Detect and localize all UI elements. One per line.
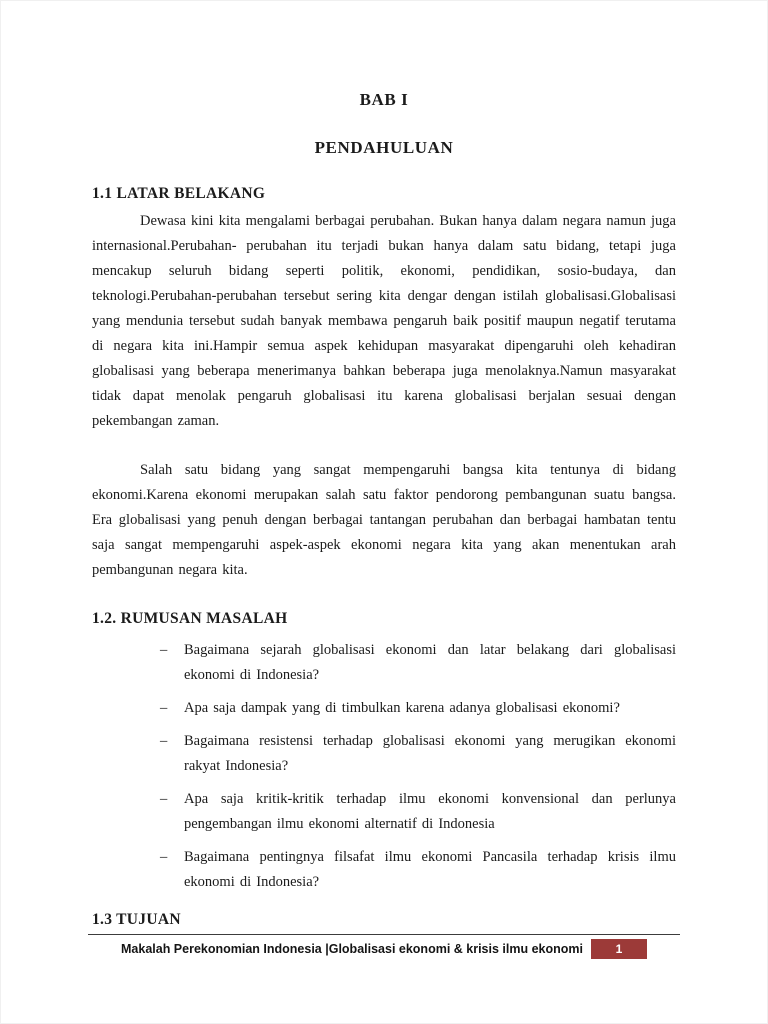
list-item [160, 696, 676, 721]
chapter-title: BAB I [359, 90, 409, 109]
list-item-text: Apa saja dampak yang di timbulkan karena adanya globalisasi ekonomi? [184, 700, 620, 716]
paragraph-latar-belakang-1: Dewasa kini kita mengalami berbagai perubahan. Bukan hanya dalam negara namun juga internasional.Perubahan- perubahan itu terjadi bukan hanya dalam satu bidang, tetapi juga mencakup seluruh bidang seperti politik, ekonomi, pendidikan, sosio-budaya, dan teknologi.Perubahan-perubahan tersebut sering kita dengar dengan istilah globalisasi.Globalisasi yang mendunia tersebut sudah banyak membawa pengaruh baik positif maupun negatif terutama di negara kita ini.Hampir semua aspek kehidupan masyarakat dipengaruhi oleh kehadiran globalisasi yang beberapa menerimanya bahkan beberapa juga menolaknya.Namun masyarakat tidak dapat menolak pengaruh globalisasi itu karena globalisasi berjalan sesuai dengan pekembangan zaman. [92, 213, 676, 429]
dash-marker: – [160, 700, 168, 716]
section-heading-tujuan: 1.3 TUJUAN [92, 911, 181, 928]
section-heading-latar-belakang: 1.1 LATAR BELAKANG [92, 185, 266, 202]
footer-row [88, 935, 680, 959]
dash-marker: – [160, 791, 168, 807]
dash-marker: – [160, 733, 168, 749]
paragraph-latar-belakang-2: Salah satu bidang yang sangat mempengaruhi bangsa kita tentunya di bidang ekonomi.Karena ekonomi merupakan salah satu faktor pendorong pembangunan suatu bangsa. Era globalisasi yang penuh dengan berbagai tantangan perubahan dan berbagai hambatan tentu saja sangat mempengaruhi aspek-aspek ekonomi negara kita yang akan menentukan arah pembangunan negara kita. [92, 462, 676, 578]
dash-marker: – [160, 642, 168, 658]
dash-marker: – [160, 849, 168, 865]
list-item [160, 729, 676, 779]
list-item [160, 845, 676, 895]
list-item [160, 787, 676, 837]
rumusan-masalah-list [92, 638, 676, 895]
list-item-text: Bagaimana sejarah globalisasi ekonomi dan latar belakang dari globalisasi ekonomi di Indonesia? [184, 642, 676, 683]
section-heading-rumusan-masalah: 1.2. RUMUSAN MASALAH [92, 610, 288, 627]
list-item-text: Bagaimana pentingnya filsafat ilmu ekonomi Pancasila terhadap krisis ilmu ekonomi di Indonesia? [184, 849, 676, 890]
footer-text: Makalah Perekonomian Indonesia |Globalisasi ekonomi & krisis ilmu ekonomi [121, 942, 583, 956]
page-footer [88, 934, 680, 959]
list-item-text: Bagaimana resistensi terhadap globalisasi ekonomi yang merugikan ekonomi rakyat Indonesia? [184, 733, 676, 774]
chapter-subtitle: PENDAHULUAN [314, 138, 454, 157]
page-number-badge: 1 [591, 939, 647, 959]
list-item [160, 638, 676, 688]
list-item-text: Apa saja kritik-kritik terhadap ilmu ekonomi konvensional dan perlunya pengembangan ilmu ekonomi alternatif di Indonesia [184, 791, 676, 832]
